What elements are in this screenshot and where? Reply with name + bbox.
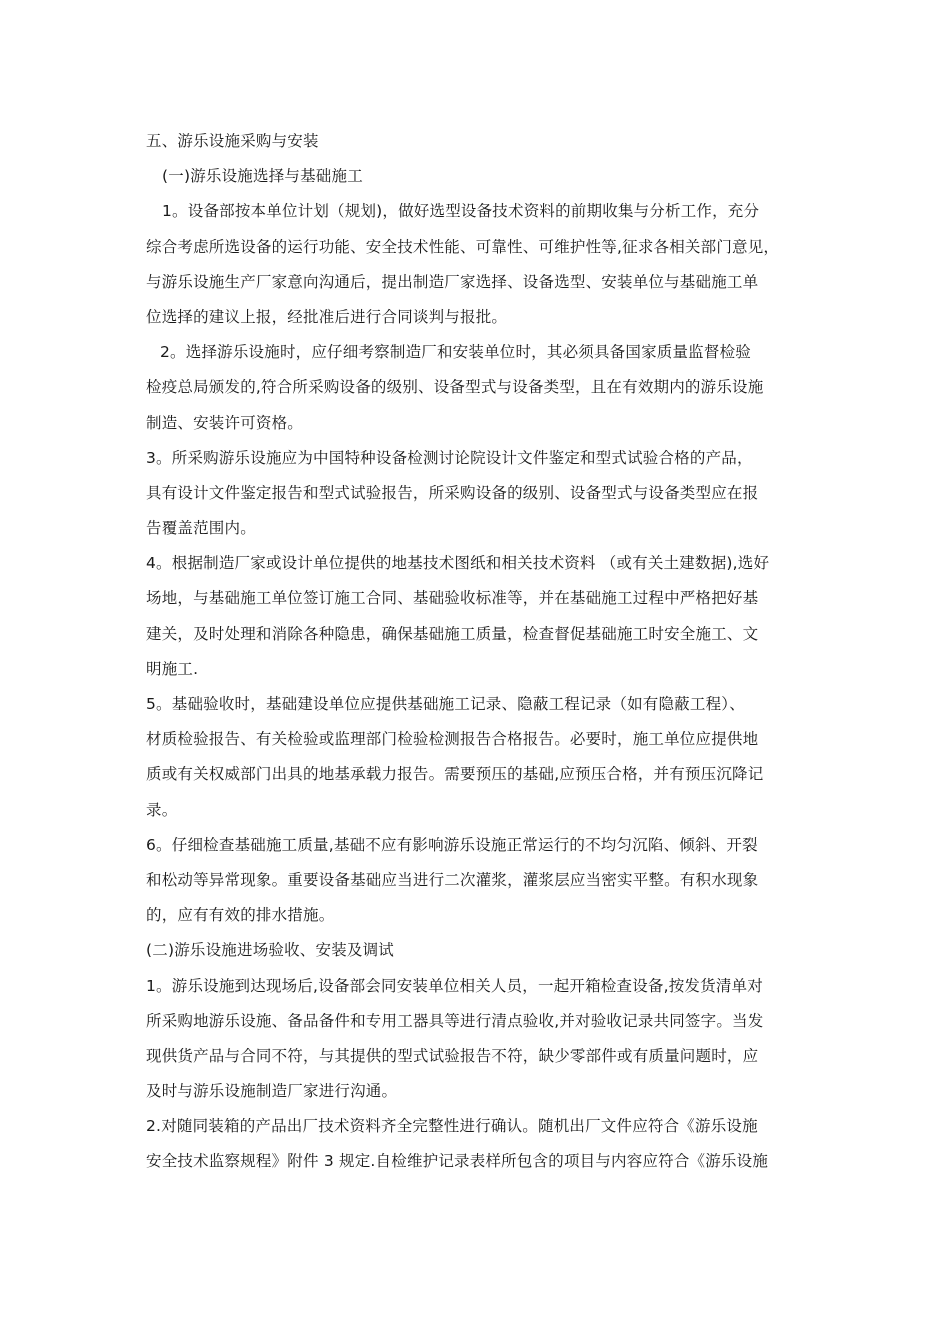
- text-line: 5。基础验收时，基础建设单位应提供基础施工记录、隐蔽工程记录（如有隐蔽工程）、: [146, 695, 745, 713]
- text-line: 的，应有有效的排水措施。: [146, 906, 335, 925]
- text-line: 3。所采购游乐设施应为中国特种设备检测讨论院设计文件鉴定和型式试验合格的产品，: [146, 448, 753, 467]
- text-line: 1。游乐设施到达现场后,设备部会同安装单位相关人员，一起开箱检查设备,按发货清单对: [146, 976, 763, 995]
- text-line: 2。选择游乐设施时，应仔细考察制造厂和安装单位时，其必须具备国家质量监督检验: [160, 343, 751, 362]
- text-line: 制造、安装许可资格。: [146, 413, 304, 432]
- text-line: 检疫总局颁发的,符合所采购设备的级别、设备型式与设备类型，且在有效期内的游乐设施: [146, 378, 764, 397]
- text-line: 具有设计文件鉴定报告和型式试验报告，所采购设备的级别、设备型式与设备类型应在报: [146, 483, 759, 502]
- text-line: 位选择的建议上报，经批准后进行合同谈判与报批。: [146, 307, 508, 326]
- paragraph-4: [146, 546, 811, 687]
- text-line: 所采购地游乐设施、备品备件和专用工器具等进行清点验收,并对验收记录共同签字。当发: [146, 1011, 764, 1030]
- paragraph-8: [146, 1109, 811, 1179]
- text-line: 和松动等异常现象。重要设备基础应当进行二次灌浆，灌浆层应当密实平整。有积水现象: [146, 870, 759, 889]
- text-line: 综合考虑所选设备的运行功能、安全技术性能、可靠性、可维护性等,征求各相关部门意见，: [146, 237, 780, 256]
- chapter-heading: 五、游乐设施采购与安装: [146, 132, 319, 150]
- text-line: 告覆盖范围内。: [146, 519, 256, 538]
- text-line: 2.对随同装箱的产品出厂技术资料齐全完整性进行确认。随机出厂文件应符合《游乐设施: [146, 1117, 758, 1136]
- text-line: 现供货产品与合同不符，与其提供的型式试验报告不符，缺少零部件或有质量问题时，应: [146, 1046, 759, 1065]
- text-line: 建关，及时处理和消除各种隐患，确保基础施工质量，检查督促基础施工时安全施工、文: [146, 624, 759, 643]
- section-title-1: (一)游乐设施选择与基础施工: [162, 167, 363, 186]
- text-line: 及时与游乐设施制造厂家进行沟通。: [146, 1082, 398, 1101]
- paragraph-6: [146, 828, 811, 934]
- text-line: 4。根据制造厂家或设计单位提供的地基技术图纸和相关技术资料 （或有关土建数据),选好: [146, 554, 770, 573]
- paragraph-3: [146, 441, 811, 547]
- text-line: 安全技术监察规程》附件 3 规定.自检维护记录表样所包含的项目与内容应符合《游乐设施: [146, 1152, 769, 1171]
- paragraph-5: [146, 687, 811, 828]
- text-line: 明施工.: [146, 659, 199, 678]
- paragraph-1: [146, 194, 811, 335]
- text-line: 1。设备部按本单位计划（规划)，做好选型设备技术资料的前期收集与分析工作，充分: [162, 202, 760, 221]
- section-title-2: (二)游乐设施进场验收、安装及调试: [146, 941, 394, 960]
- paragraph-2: [146, 335, 811, 441]
- paragraph-7: [146, 969, 811, 1110]
- text-line: 质或有关权威部门出具的地基承载力报告。需要预压的基础,应预压合格，并有预压沉降记: [146, 765, 764, 784]
- text-line: 6。仔细检查基础施工质量,基础不应有影响游乐设施正常运行的不均匀沉陷、倾斜、开裂: [146, 835, 758, 854]
- text-line: 与游乐设施生产厂家意向沟通后，提出制造厂家选择、设备选型、安装单位与基础施工单: [146, 272, 759, 291]
- text-line: 材质检验报告、有关检验或监理部门检验检测报告合格报告。必要时，施工单位应提供地: [146, 730, 759, 749]
- text-line: 录。: [146, 800, 178, 819]
- text-line: 场地，与基础施工单位签订施工合同、基础验收标准等，并在基础施工过程中严格把好基: [146, 589, 759, 608]
- document-body: [146, 124, 811, 1180]
